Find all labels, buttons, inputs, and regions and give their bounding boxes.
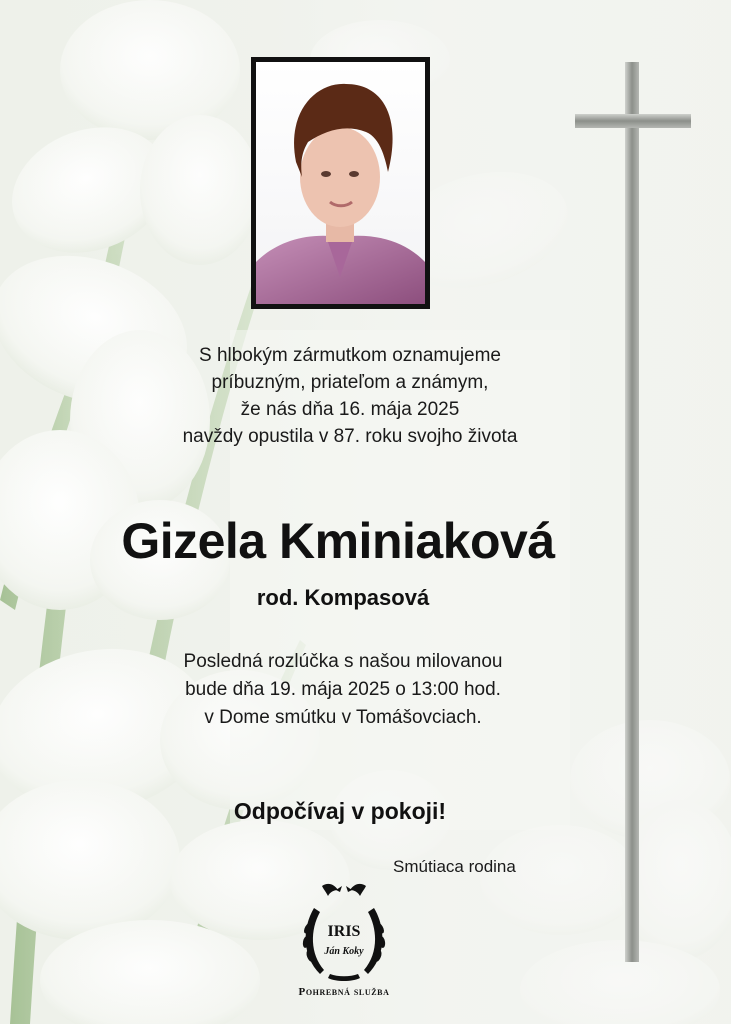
portrait-photo-icon — [256, 62, 425, 304]
maiden-name: rod. Kompasová — [256, 585, 430, 610]
wreath-icon — [302, 908, 386, 981]
announcement-line: navždy opustila v 87. roku svojho života — [182, 426, 518, 447]
announcement-line: že nás dňa 16. mája 2025 — [240, 399, 460, 420]
announcement-line: príbuzným, priateľom a známym, — [211, 372, 489, 393]
family-signature: Smútiaca rodina — [393, 857, 516, 876]
funeral-service-name: Pohrebná služba — [298, 986, 390, 998]
deceased-name: Gizela Kminiaková — [121, 513, 555, 569]
farewell-line: Posledná rozlúčka s našou milovanou — [183, 651, 503, 672]
farewell-line: bude dňa 19. mája 2025 o 13:00 hod. — [185, 679, 501, 700]
announcement-line: S hlbokým zármutkom oznamujeme — [199, 345, 501, 366]
dove-icon — [346, 884, 366, 896]
dove-icon — [322, 884, 342, 896]
rest-in-peace: Odpočívaj v pokoji! — [233, 798, 447, 824]
announcement-text — [0, 342, 700, 450]
logo-owner: Ján Koky — [324, 946, 364, 957]
logo-brand: IRIS — [327, 923, 361, 940]
farewell-line: v Dome smútku v Tomášovciach. — [204, 707, 482, 728]
portrait-frame — [251, 57, 430, 309]
farewell-text — [0, 648, 686, 732]
funeral-service-logo — [284, 878, 404, 998]
